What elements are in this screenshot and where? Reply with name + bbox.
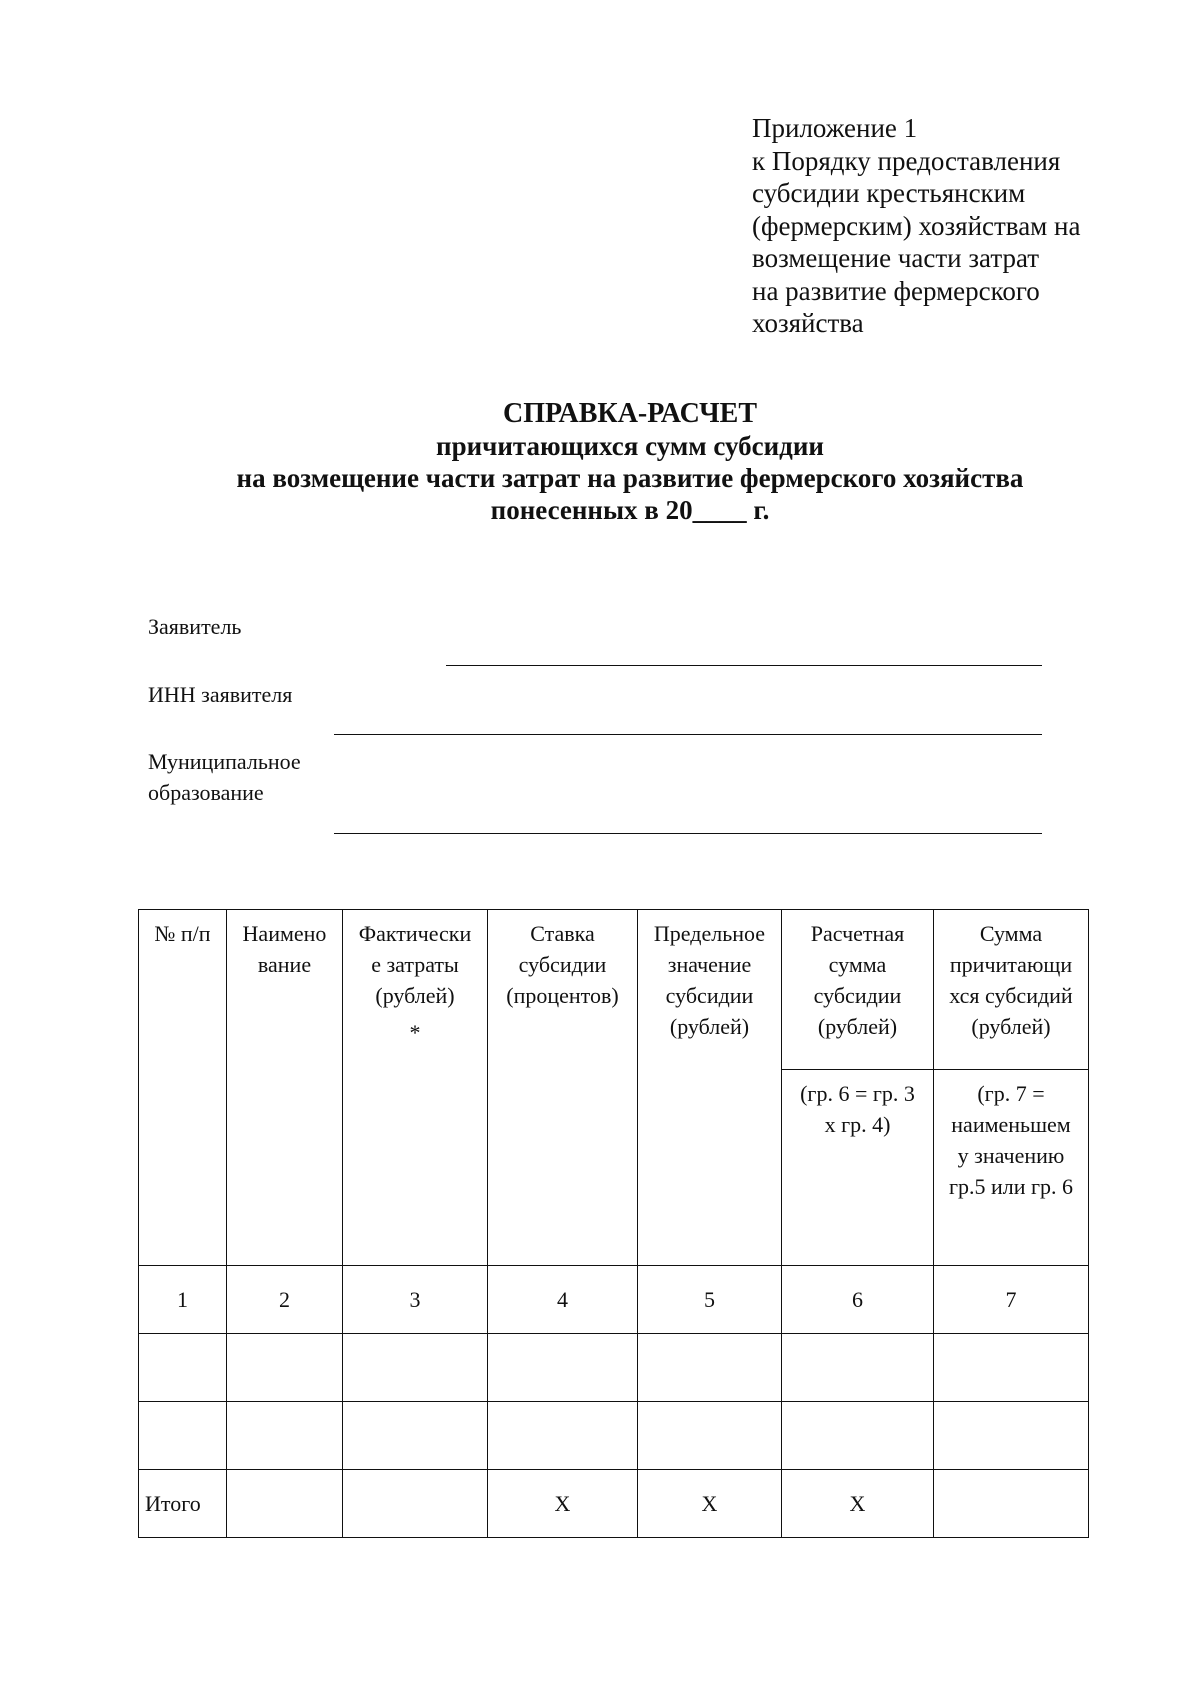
total-cell[interactable] bbox=[343, 1470, 488, 1538]
column-number-cell: 3 bbox=[343, 1266, 488, 1334]
header-text: Сумма bbox=[979, 921, 1043, 946]
header-text: (рублей) bbox=[669, 1014, 750, 1039]
empty-cell[interactable] bbox=[343, 1334, 488, 1402]
header-text: хся субсидий bbox=[949, 983, 1073, 1008]
municipality-field-line[interactable] bbox=[334, 833, 1042, 834]
header-text: (рублей) bbox=[817, 1014, 898, 1039]
footnote-asterisk: * bbox=[409, 1020, 421, 1045]
total-label: Итого bbox=[139, 1470, 227, 1538]
municipality-label-line: образование bbox=[148, 780, 264, 805]
header-text: е затраты bbox=[371, 952, 459, 977]
empty-cell[interactable] bbox=[343, 1402, 488, 1470]
title-main: СПРАВКА-РАСЧЕТ bbox=[502, 398, 758, 429]
annex-line: возмещение части затрат bbox=[752, 243, 1040, 273]
formula-cell bbox=[782, 1070, 934, 1266]
header-text: Ставка bbox=[530, 921, 595, 946]
header-cell bbox=[343, 910, 488, 1266]
header-text: субсидии bbox=[813, 983, 902, 1008]
header-text: (процентов) bbox=[506, 983, 619, 1008]
title-line: причитающихся сумм субсидии bbox=[436, 431, 824, 461]
header-text: субсидии bbox=[665, 983, 754, 1008]
column-number-cell: 5 bbox=[638, 1266, 782, 1334]
formula-text: у значению bbox=[957, 1143, 1065, 1168]
column-number-cell: 1 bbox=[139, 1266, 227, 1334]
annex-line: Приложение 1 bbox=[752, 113, 918, 143]
formula-text: гр.5 или гр. 6 bbox=[948, 1174, 1074, 1199]
header-text: (рублей) bbox=[971, 1014, 1051, 1039]
document-title bbox=[0, 398, 1200, 526]
empty-cell[interactable] bbox=[782, 1334, 934, 1402]
empty-cell[interactable] bbox=[139, 1334, 227, 1402]
x-mark: X bbox=[488, 1470, 638, 1538]
header-text: № п/п bbox=[154, 921, 211, 946]
header-text: Наимено bbox=[242, 921, 327, 946]
annex-reference bbox=[752, 112, 1172, 340]
header-cell bbox=[227, 910, 343, 1266]
empty-cell[interactable] bbox=[227, 1402, 343, 1470]
table-row bbox=[139, 1402, 1089, 1470]
municipality-label-line: Муниципальное bbox=[148, 749, 301, 774]
column-number-cell: 4 bbox=[488, 1266, 638, 1334]
empty-cell[interactable] bbox=[227, 1334, 343, 1402]
annex-line: субсидии крестьянским bbox=[752, 178, 1026, 208]
applicant-label: Заявитель bbox=[148, 614, 242, 639]
annex-line: к Порядку предоставления bbox=[752, 145, 1061, 176]
header-text: Предельное bbox=[653, 921, 766, 946]
header-cell bbox=[934, 910, 1089, 1070]
total-row bbox=[139, 1470, 1089, 1538]
header-cell bbox=[139, 910, 227, 1266]
header-text: Фактически bbox=[358, 921, 472, 946]
inn-field-line[interactable] bbox=[334, 734, 1042, 735]
title-line: на возмещение части затрат на развитие фермерского хозяйства bbox=[236, 463, 1024, 493]
formula-text: наименьшем bbox=[951, 1112, 1071, 1137]
title-line: понесенных в 20____ г. bbox=[490, 495, 770, 525]
column-number-cell: 6 bbox=[782, 1266, 934, 1334]
table-row bbox=[139, 1334, 1089, 1402]
empty-cell[interactable] bbox=[934, 1334, 1089, 1402]
applicant-field-line[interactable] bbox=[446, 665, 1042, 666]
empty-cell[interactable] bbox=[488, 1402, 638, 1470]
empty-cell[interactable] bbox=[488, 1334, 638, 1402]
total-cell[interactable] bbox=[227, 1470, 343, 1538]
annex-line: на развитие фермерского bbox=[752, 275, 1040, 306]
header-text: значение bbox=[667, 952, 752, 977]
total-cell[interactable] bbox=[934, 1470, 1089, 1538]
calculation-table bbox=[138, 909, 1089, 1538]
column-number-cell: 7 bbox=[934, 1266, 1089, 1334]
empty-cell[interactable] bbox=[782, 1402, 934, 1470]
annex-line: хозяйства bbox=[752, 308, 864, 338]
x-mark: X bbox=[782, 1470, 934, 1538]
column-number-cell: 2 bbox=[227, 1266, 343, 1334]
header-cell bbox=[782, 910, 934, 1070]
header-text: Расчетная bbox=[810, 921, 905, 946]
formula-text: (гр. 6 = гр. 3 bbox=[800, 1081, 915, 1106]
empty-cell[interactable] bbox=[638, 1402, 782, 1470]
header-text: субсидии bbox=[518, 952, 607, 977]
formula-text: (гр. 7 = bbox=[977, 1081, 1045, 1106]
table-header-row bbox=[139, 910, 1089, 1070]
header-cell bbox=[638, 910, 782, 1266]
x-mark: X bbox=[638, 1470, 782, 1538]
header-text: (рублей) bbox=[375, 983, 455, 1008]
formula-text: х гр. 4) bbox=[824, 1112, 891, 1137]
empty-cell[interactable] bbox=[934, 1402, 1089, 1470]
empty-cell[interactable] bbox=[139, 1402, 227, 1470]
column-number-row bbox=[139, 1266, 1089, 1334]
empty-cell[interactable] bbox=[638, 1334, 782, 1402]
header-text: вание bbox=[257, 952, 312, 977]
inn-label: ИНН заявителя bbox=[148, 682, 293, 707]
annex-line: (фермерским) хозяйствам на bbox=[752, 210, 1081, 241]
municipality-label bbox=[148, 746, 301, 808]
header-text: сумма bbox=[828, 952, 887, 977]
header-text: причитающи bbox=[949, 952, 1073, 977]
formula-cell bbox=[934, 1070, 1089, 1266]
header-cell bbox=[488, 910, 638, 1266]
